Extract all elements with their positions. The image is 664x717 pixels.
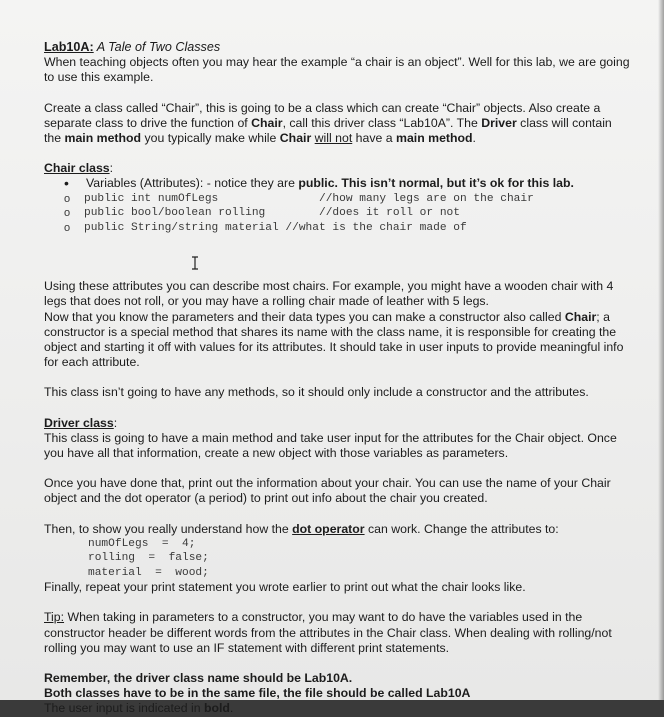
lab-instructions xyxy=(44,40,632,717)
driver-class-heading: Driver class: xyxy=(44,415,118,430)
dot-operator-paragraph: Then, to show you really understand how the dot operator can work. Change the attributes to: xyxy=(44,521,559,536)
code-line: o public int numOfLegs //how many legs are on the chair xyxy=(64,192,632,207)
attribute-code-list xyxy=(44,192,632,236)
code-line: o public String/string material //what is the chair made of xyxy=(64,221,632,236)
code-line: o public bool/boolean rolling //does it roll or not xyxy=(64,206,632,221)
text-cursor-icon xyxy=(190,256,200,270)
list-item: • Variables (Attributes): - notice they are public. This isn’t normal, but it’s ok for this lab. xyxy=(64,176,632,191)
intro-paragraph: When teaching objects often you may hear the example “a chair is an object”. Well for this lab, we are going to use this example. xyxy=(44,55,630,85)
reassign-code-block: numOfLegs = 4; rolling = false; material = wood; xyxy=(88,537,209,579)
chair-class-heading: Chair class: xyxy=(44,161,114,176)
no-methods-paragraph: This class isn’t going to have any methods, so it should only include a constructor and the attributes. xyxy=(44,385,589,400)
tip-paragraph: Tip: When taking in parameters to a constructor, you may want to do have the variables used in the constructor header be different words from the attributes in the Chair class. When dealing with rolling/not rolling you may want to use an IF statement with different print statements. xyxy=(44,610,612,655)
finally-paragraph: Finally, repeat your print statement you wrote earlier to print out what the chair looks like. xyxy=(44,580,526,595)
describe-paragraph: Using these attributes you can describe most chairs. For example, you might have a wooden chair with 4 legs that does not roll, or you may have a rolling chair made of leather with 5 legs. Now that you know the parameters and their data types you can make a constructor also called Chair; a constructor is a special method that shares its name with the class name, it is responsible for creating the object and starting it off with values for its attributes. It should take in user inputs to provide meaningful info for each attribute. xyxy=(44,279,624,370)
print-paragraph: Once you have done that, print out the information about your chair. You can use the name of your Chair object and the dot operator (a period) to print out info about the chair you created. xyxy=(44,476,611,506)
driver-class-paragraph: This class is going to have a main method and take user input for the attributes for the Chair object. Once you have all that information, create a new object with those variables as parameters. xyxy=(44,430,617,460)
page-title: Lab10A: A Tale of Two Classes xyxy=(44,40,221,54)
create-paragraph: Create a class called “Chair”, this is going to be a class which can create “Chair” objects. Also create a separate class to drive the function of Chair, call this driver class “Lab10A”. The Driver class will contain the main method you typically make while Chair will not have a main method. xyxy=(44,100,612,146)
remember-paragraph: Remember, the driver class name should be Lab10A. Both classes have to be in the same file, the file should be called Lab10A The user input is indicated in bold. xyxy=(44,671,471,716)
chair-attributes-list xyxy=(44,176,632,191)
